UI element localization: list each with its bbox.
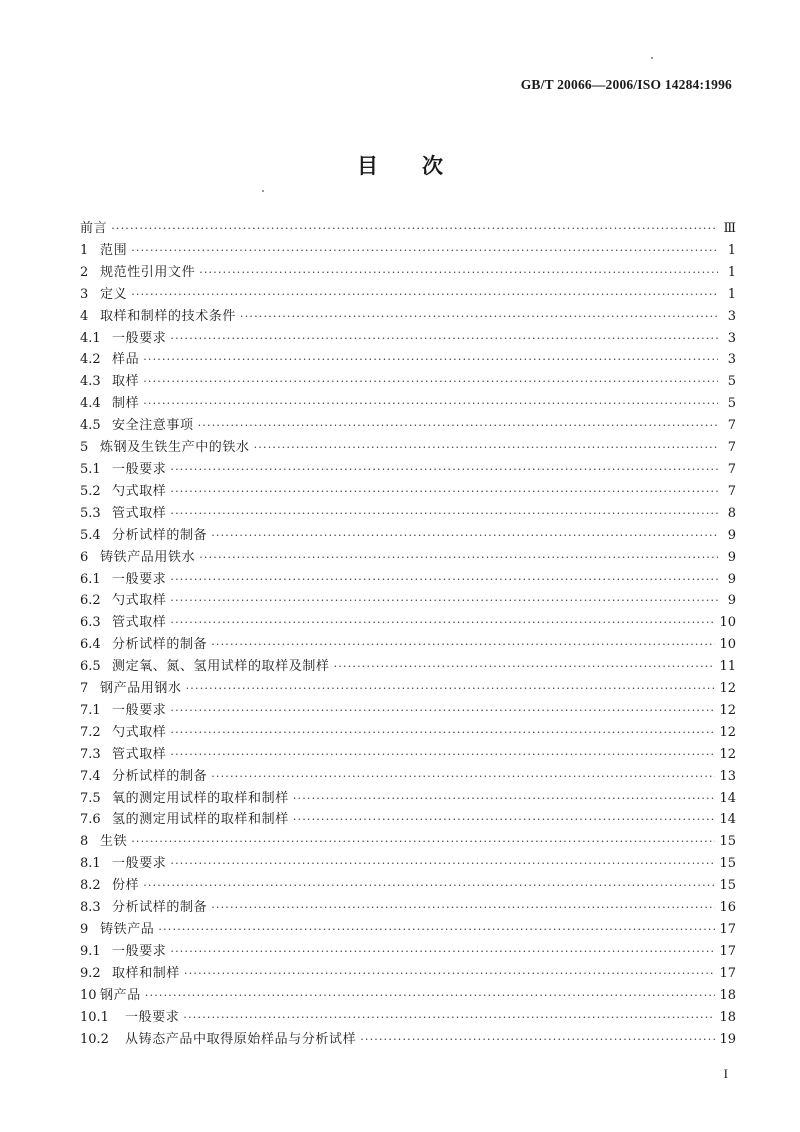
dot-leader (170, 503, 718, 525)
toc-entry-page: 18 (719, 987, 736, 1003)
dot-leader (293, 788, 716, 810)
toc-entry-title: 样品 (112, 352, 140, 368)
toc-entry-title: 勺式取样 (112, 724, 167, 740)
toc-entry-number: 7.3 (80, 746, 101, 762)
toc-entry-title: 制样 (112, 396, 140, 412)
toc-entry[interactable] (80, 569, 736, 591)
toc-entry-number: 5.1 (80, 461, 101, 477)
toc-entry-title: 生铁 (100, 834, 128, 850)
dot-leader (240, 306, 718, 328)
toc-entry-page: 14 (719, 790, 736, 806)
toc-entry-title: 分析试样的制备 (112, 637, 208, 653)
toc-entry-title: 分析试样的制备 (112, 768, 208, 784)
dot-leader (211, 634, 715, 656)
toc-entry-number: 4.2 (80, 352, 101, 368)
dot-leader (170, 700, 715, 722)
dot-leader (293, 809, 716, 831)
toc-entry-number: 4.5 (80, 418, 101, 434)
toc-entry-number: 8.2 (80, 878, 101, 894)
dot-leader (170, 328, 718, 350)
dot-leader (143, 393, 718, 415)
dot-leader (145, 985, 716, 1007)
toc-entry-number: 5.2 (80, 483, 101, 499)
toc-entry-page: 7 (727, 440, 736, 456)
toc-entry-title: 范围 (100, 242, 128, 258)
dot-leader (131, 831, 715, 853)
toc-entry-page: 1 (727, 264, 736, 280)
toc-entry-number: 2 (80, 264, 89, 280)
toc-entry-number: 5 (80, 440, 89, 456)
toc-entry[interactable] (80, 744, 736, 766)
toc-entry-page: 3 (727, 308, 736, 324)
toc-entry-number: 4 (80, 308, 89, 324)
dot-leader (184, 963, 715, 985)
toc-entry[interactable] (80, 1029, 736, 1051)
toc-entry-number: 8 (80, 834, 89, 850)
toc-entry-number: 7.4 (80, 768, 101, 784)
toc-entry-title: 一般要求 (125, 1009, 180, 1025)
dot-leader (211, 897, 715, 919)
dot-leader (183, 1007, 715, 1029)
toc-entry[interactable] (80, 853, 736, 875)
toc-entry[interactable] (80, 415, 736, 437)
toc-entry[interactable] (80, 612, 736, 634)
dot-leader (199, 547, 718, 569)
toc-entry-page: 18 (719, 1009, 736, 1025)
toc-entry-title: 测定氧、氮、氢用试样的取样及制样 (112, 659, 330, 675)
toc-entry-page: 16 (719, 900, 736, 916)
toc-entry[interactable] (80, 349, 736, 371)
toc-entry-number: 4.3 (80, 374, 101, 390)
toc-entry-number: 10.1 (80, 1009, 109, 1025)
toc-entry-title: 安全注意事项 (112, 418, 194, 434)
toc-entry-number: 6.5 (80, 659, 101, 675)
toc-entry-title: 铸铁产品 (100, 922, 155, 937)
toc-entry-number: 9 (80, 922, 89, 937)
dot-leader (199, 262, 718, 284)
table-of-contents (80, 218, 736, 1050)
toc-entry[interactable] (80, 590, 736, 612)
toc-entry-number: 8.3 (80, 900, 101, 916)
toc-entry[interactable] (80, 306, 736, 328)
page-title: 目次 (357, 153, 487, 178)
toc-entry-title: 钢产品用钢水 (100, 681, 182, 697)
toc-entry-page: 7 (727, 418, 736, 434)
toc-entry-page: 8 (727, 505, 736, 521)
toc-entry-title: 取样和制样 (112, 965, 181, 981)
toc-entry-title: 一般要求 (112, 856, 167, 872)
toc-entry-number: 4.4 (80, 396, 101, 412)
toc-entry[interactable] (80, 634, 736, 656)
toc-entry-number: 3 (80, 286, 89, 302)
toc-entry-number: 7.5 (80, 790, 101, 806)
toc-entry-page: 17 (719, 965, 736, 981)
toc-entry-title: 勺式取样 (112, 593, 167, 609)
toc-entry-title: 一般要求 (112, 571, 167, 587)
toc-entry-page: 12 (719, 702, 736, 718)
toc-entry-number: 9.1 (80, 943, 101, 959)
toc-entry[interactable] (80, 831, 736, 853)
toc-entry[interactable] (80, 371, 736, 393)
dot-leader (111, 218, 718, 240)
toc-entry-number: 6.3 (80, 615, 101, 631)
dot-leader (360, 1029, 715, 1051)
toc-entry-number: 7.1 (80, 702, 101, 718)
toc-entry[interactable] (80, 678, 736, 700)
dot-leader (158, 919, 715, 941)
toc-entry-title: 钢产品 (100, 987, 141, 1003)
toc-entry[interactable] (80, 1007, 736, 1029)
toc-entry[interactable] (80, 700, 736, 722)
toc-entry-page: 9 (727, 549, 736, 565)
toc-entry-page: 10 (719, 615, 736, 631)
toc-entry-page: 9 (727, 571, 736, 587)
toc-entry-number: 7.6 (80, 812, 101, 828)
dot-leader (170, 459, 718, 481)
dot-leader (198, 415, 718, 437)
toc-entry[interactable] (80, 459, 736, 481)
toc-entry[interactable] (80, 875, 736, 897)
toc-entry-page: 7 (727, 483, 736, 499)
toc-entry-title: 一般要求 (112, 943, 167, 959)
toc-entry[interactable] (80, 809, 736, 831)
toc-entry-page: 17 (719, 922, 736, 937)
toc-entry-title: 份样 (112, 878, 140, 894)
dot-leader (170, 853, 715, 875)
dot-leader (170, 941, 715, 963)
toc-entry[interactable] (80, 240, 736, 262)
toc-entry-title: 取样 (112, 374, 140, 390)
dot-leader (170, 481, 718, 503)
scan-speck (262, 190, 264, 192)
toc-entry[interactable] (80, 481, 736, 503)
dot-leader (143, 349, 718, 371)
toc-entry-page: 12 (719, 681, 736, 697)
dot-leader (170, 744, 715, 766)
toc-entry[interactable] (80, 941, 736, 963)
toc-entry-title: 定义 (100, 286, 128, 302)
dot-leader (186, 678, 716, 700)
toc-entry-number: 6.1 (80, 571, 101, 587)
toc-entry-number: 5.4 (80, 527, 101, 543)
toc-entry[interactable] (80, 722, 736, 744)
toc-entry-page: 3 (727, 352, 736, 368)
dot-leader (143, 875, 715, 897)
toc-entry-page: 15 (719, 834, 736, 850)
toc-entry[interactable] (80, 284, 736, 306)
toc-entry[interactable] (80, 262, 736, 284)
toc-entry-title: 分析试样的制备 (112, 527, 208, 543)
dot-leader (170, 722, 715, 744)
toc-entry-number: 5.3 (80, 505, 101, 521)
dot-leader (170, 569, 718, 591)
dot-leader (211, 525, 718, 547)
toc-entry[interactable] (80, 547, 736, 569)
toc-entry[interactable] (80, 919, 736, 941)
dot-leader (211, 766, 715, 788)
toc-entry-title: 炼钢及生铁生产中的铁水 (100, 440, 250, 456)
toc-entry-page: 3 (727, 330, 736, 346)
toc-entry-title: 一般要求 (112, 330, 167, 346)
toc-entry-number: 8.1 (80, 856, 101, 872)
toc-entry-title: 管式取样 (112, 746, 167, 762)
toc-entry[interactable] (80, 218, 736, 240)
toc-entry-page: 11 (719, 659, 736, 675)
toc-entry-page: 10 (719, 637, 736, 653)
dot-leader (131, 240, 718, 262)
dot-leader (131, 284, 718, 306)
toc-entry-number: 6 (80, 549, 89, 565)
toc-entry-title: 氢的测定用试样的取样和制样 (112, 812, 289, 828)
toc-entry[interactable] (80, 525, 736, 547)
toc-entry-title: 管式取样 (112, 505, 167, 521)
scan-speck (651, 57, 653, 59)
toc-entry-page: 19 (719, 1031, 736, 1047)
toc-entry-number: 6.2 (80, 593, 101, 609)
toc-entry-page: 17 (719, 943, 736, 959)
toc-entry[interactable] (80, 788, 736, 810)
dot-leader (254, 437, 718, 459)
toc-entry[interactable] (80, 656, 736, 678)
toc-entry[interactable] (80, 393, 736, 415)
toc-entry-title: 氧的测定用试样的取样和制样 (112, 790, 289, 806)
toc-entry-title: 从铸态产品中取得原始样品与分析试样 (125, 1031, 357, 1047)
toc-entry-title: 一般要求 (112, 702, 167, 718)
toc-entry-number: 7 (80, 681, 89, 697)
toc-entry-number: 10 (80, 987, 97, 1003)
toc-entry-page: 1 (727, 286, 736, 302)
toc-entry-page: 12 (719, 746, 736, 762)
toc-entry-title: 一般要求 (112, 461, 167, 477)
toc-entry-page: 5 (727, 374, 736, 390)
toc-entry[interactable] (80, 963, 736, 985)
toc-entry-number: 7.2 (80, 724, 101, 740)
toc-entry-title: 管式取样 (112, 615, 167, 631)
toc-entry-title: 规范性引用文件 (100, 264, 196, 280)
toc-entry[interactable] (80, 328, 736, 350)
toc-entry-number: 10.2 (80, 1031, 109, 1047)
toc-entry-title: 分析试样的制备 (112, 900, 208, 916)
toc-entry-page: 12 (719, 724, 736, 740)
toc-entry-page: 14 (719, 812, 736, 828)
toc-entry-page: 5 (727, 396, 736, 412)
toc-entry-title: 前言 (80, 221, 108, 236)
toc-entry-number: 9.2 (80, 965, 101, 981)
toc-entry-page: 9 (727, 527, 736, 543)
standard-number-header: GB/T 20066—2006/ISO 14284:1996 (520, 77, 732, 92)
toc-entry-page: Ⅲ (723, 221, 736, 236)
toc-entry-number: 6.4 (80, 637, 101, 653)
toc-entry[interactable] (80, 766, 736, 788)
dot-leader (170, 612, 715, 634)
toc-entry[interactable] (80, 503, 736, 525)
toc-entry-page: 15 (719, 856, 736, 872)
toc-entry-page: 1 (727, 242, 736, 258)
dot-leader (143, 371, 718, 393)
toc-entry-title: 取样和制样的技术条件 (100, 308, 237, 324)
dot-leader (334, 656, 716, 678)
toc-entry-page: 9 (727, 593, 736, 609)
toc-entry-number: 4.1 (80, 330, 101, 346)
toc-entry-page: 15 (719, 878, 736, 894)
toc-entry[interactable] (80, 437, 736, 459)
toc-entry[interactable] (80, 985, 736, 1007)
toc-entry-title: 勺式取样 (112, 483, 167, 499)
toc-entry-title: 铸铁产品用铁水 (100, 549, 196, 565)
toc-entry[interactable] (80, 897, 736, 919)
toc-entry-page: 13 (719, 768, 736, 784)
page-number: I (723, 1066, 728, 1081)
dot-leader (170, 590, 718, 612)
toc-entry-number: 1 (80, 242, 89, 258)
toc-entry-page: 7 (727, 461, 736, 477)
